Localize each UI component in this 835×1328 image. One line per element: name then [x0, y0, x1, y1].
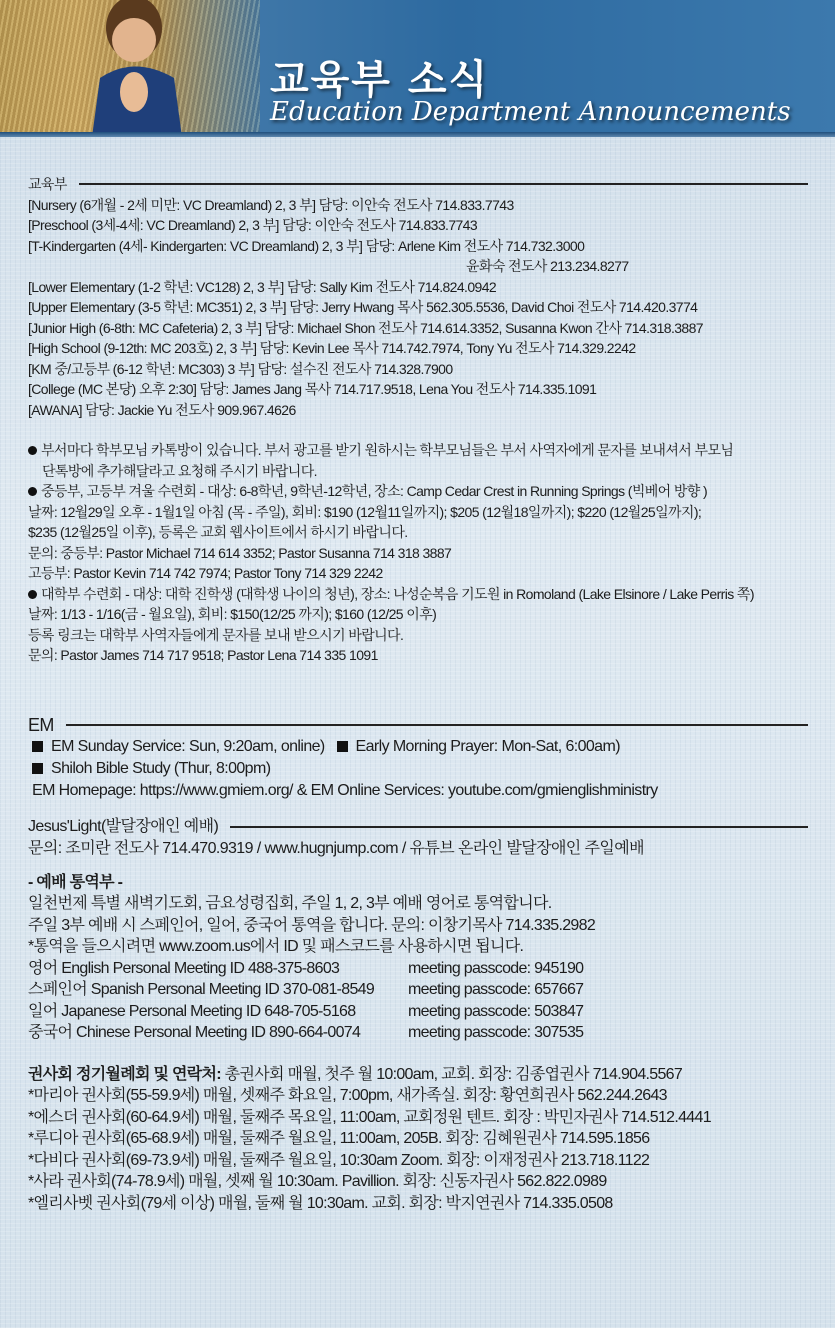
- translation-text: *통역을 들으시려면 www.zoom.us에서 ID 및 패스코드를 사용하시면 됩니다.: [28, 938, 524, 955]
- list-item: [Preschool (3세-4세: VC Dreamland) 2, 3 부] 담당: 이안숙 전도사 714.833.7743: [28, 217, 478, 233]
- notice-text: 날짜: 12월29일 오후 - 1월1일 아침 (목 - 주일), 회비: $190 (12월11일까지); $205 (12월18일까지); $220 (12월25일까지);: [28, 503, 702, 520]
- em-morning-prayer: Early Morning Prayer: Mon-Sat, 6:00am): [355, 737, 620, 755]
- notice-text: 등록 링크는 대학부 사역자들에게 문자를 보내 받으시기 바랍니다.: [28, 626, 404, 643]
- em-sunday-service: EM Sunday Service: Sun, 9:20am, online): [51, 737, 325, 755]
- notice-text: 부서마다 학부모님 카톡방이 있습니다. 부서 광고를 받기 원하시는 학부모님들은 부서 사역자에게 문자를 보내셔서 부모님: [41, 442, 734, 458]
- list-item: *루디아 권사회(65-68.9세) 매월, 둘째주 월요일, 11:00am, 205B. 회장: 김혜원권사 714.595.1856: [28, 1130, 650, 1147]
- list-item: [High School (9-12th: MC 203호) 2, 3 부] 담당: Kevin Lee 목사 714.742.7974, Tony Yu 전도사 714.329.2242: [28, 340, 636, 356]
- jesus-light-heading-row: [28, 816, 808, 838]
- list-item: *에스더 권사회(60-64.9세) 매월, 둘째주 목요일, 11:00am, 교회정원 텐트. 회장 : 박민자권사 714.512.4441: [28, 1108, 711, 1126]
- list-item: *다비다 권사회(69-73.9세) 매월, 둘째주 월요일, 10:30am Zoom. 회장: 이재정권사 213.718.1122: [28, 1151, 650, 1169]
- meeting-id: 스페인어 Spanish Personal Meeting ID 370-081-8549: [28, 981, 375, 998]
- list-item: [KM 중/고등부 (6-12 학년: MC303) 3 부] 담당: 설수진 전도사 714.328.7900: [28, 360, 453, 377]
- em-section: [28, 714, 808, 802]
- meeting-passcode: meeting passcode: 657667: [408, 981, 584, 998]
- list-item: [T-Kindergarten (4세- Kindergarten: VC Dreamland) 2, 3 부] 담당: Arlene Kim 전도사 714.732.3000: [28, 237, 585, 254]
- list-item: *사라 권사회(74-78.9세) 매월, 셋째 월 10:30am. Pavillion. 회장: 신동자권사 562.822.0989: [28, 1173, 607, 1190]
- notice-text: 단톡방에 추가해달라고 요청해 주시기 바랍니다.: [42, 462, 317, 479]
- meeting-id: 일어 Japanese Personal Meeting ID 648-705-5168: [28, 1002, 356, 1020]
- square-bullet-icon: [32, 741, 43, 752]
- meeting-passcode: meeting passcode: 503847: [408, 1002, 584, 1020]
- square-bullet-icon: [32, 763, 43, 774]
- square-bullet-icon: [337, 741, 348, 752]
- notice-text: 문의: 중등부: Pastor Michael 714 614 3352; Pastor Susanna 714 318 3887: [28, 544, 452, 561]
- bullet-icon: [28, 446, 37, 455]
- em-heading: EM: [28, 714, 54, 735]
- translation-text: 주일 3부 예배 시 스페인어, 일어, 중국어 통역을 합니다. 문의: 이창기목사 714.335.2982: [28, 916, 596, 934]
- meeting-row: [28, 958, 808, 980]
- list-item: [Nursery (6개월 - 2세 미만: VC Dreamland) 2, 3 부] 담당: 이안숙 전도사 714.833.7743: [28, 196, 514, 213]
- meeting-id: 중국어 Chinese Personal Meeting ID 890-664-0074: [28, 1024, 361, 1041]
- notice-text: 문의: Pastor James 714 717 9518; Pastor Lena 714 335 1091: [28, 647, 378, 663]
- bullet-icon: [28, 590, 37, 599]
- list-item: 윤화숙 전도사 213.234.8277: [466, 258, 629, 274]
- meeting-row: [28, 1022, 808, 1044]
- notice-text: 고등부: Pastor Kevin 714 742 7974; Pastor Tony 714 329 2242: [28, 565, 383, 581]
- heading-rule: [66, 724, 808, 726]
- list-item: [AWANA] 담당: Jackie Yu 전도사 909.967.4626: [28, 401, 296, 418]
- meeting-row: [28, 1001, 808, 1023]
- meeting-row: [28, 979, 808, 1001]
- notice-text: 중등부, 고등부 겨울 수련회 - 대상: 6-8학년, 9학년-12학년, 장소: Camp Cedar Crest in Running Springs (빅베어 방향 ): [41, 483, 708, 499]
- notice-text: 날짜: 1/13 - 1/16(금 - 월요일), 회비: $150(12/25 까지); $160 (12/25 이후): [28, 606, 437, 622]
- em-links: EM Homepage: https://www.gmiem.org/ & EM Online Services: youtube.com/gmienglishministry: [32, 781, 658, 799]
- education-heading: 교육부: [28, 176, 67, 192]
- notice-text: $235 (12월25일 이후), 등록은 교회 웹사이트에서 하시기 바랍니다.: [28, 524, 408, 540]
- elders-heading: 권사회 정기월례회 및 연락처:: [28, 1065, 221, 1083]
- em-section-heading: [28, 714, 808, 736]
- page-header: [0, 0, 835, 137]
- header-title-english: Education Department Announcements: [270, 97, 791, 127]
- meeting-passcode: meeting passcode: 307535: [408, 1024, 584, 1041]
- translation-heading: - 예배 통역부 -: [28, 873, 123, 891]
- heading-rule: [230, 826, 808, 828]
- education-notices: [28, 440, 808, 666]
- translation-section: [28, 872, 808, 1044]
- em-bible-study: Shiloh Bible Study (Thur, 8:00pm): [51, 759, 271, 777]
- translation-text: 일천번제 특별 새벽기도회, 금요성령집회, 주일 1, 2, 3부 예배 영어로 통역합니다.: [28, 895, 552, 912]
- meeting-id: 영어 English Personal Meeting ID 488-375-8603: [28, 959, 340, 977]
- elders-section: [28, 1064, 808, 1215]
- list-item: [College (MC 본당) 오후 2:30] 담당: James Jang 목사 714.717.9518, Lena You 전도사 714.335.1091: [28, 381, 597, 397]
- announcements-content: [28, 174, 808, 1214]
- list-item: [Upper Elementary (3-5 학년: MC351) 2, 3 부] 담당: Jerry Hwang 목사 562.305.5536, David Choi 전도사 714.420.3774: [28, 299, 698, 315]
- education-department-list: [28, 195, 808, 421]
- elders-main-meeting: 총권사회 매월, 첫주 월 10:00am, 교회. 회장: 김종엽권사 714.904.5567: [220, 1065, 683, 1083]
- jesus-light-heading: Jesus'Light(발달장애인 예배): [28, 817, 219, 835]
- jesus-light-contact: 문의: 조미란 전도사 714.470.9319 / www.hugnjump.com / 유튜브 온라인 발달장애인 주일예배: [28, 839, 644, 857]
- meeting-passcode: meeting passcode: 945190: [408, 959, 584, 977]
- jesus-light-section: [28, 816, 808, 860]
- notice-text: 대학부 수련회 - 대상: 대학 진학생 (대학생 나이의 청년), 장소: 나성순복음 기도원 in Romoland (Lake Elsinore / Lake Perris 쪽): [41, 585, 754, 602]
- list-item: [Lower Elementary (1-2 학년: VC128) 2, 3 부] 담당: Sally Kim 전도사 714.824.0942: [28, 278, 497, 295]
- heading-rule: [79, 183, 808, 185]
- list-item: *마리아 권사회(55-59.9세) 매월, 셋째주 화요일, 7:00pm, 새가족실. 회장: 황연희권사 562.244.2643: [28, 1087, 667, 1104]
- praying-child-image: [82, 0, 202, 137]
- header-photo: [0, 0, 260, 137]
- bullet-icon: [28, 487, 37, 496]
- list-item: *엘리사벳 권사회(79세 이상) 매월, 둘째 월 10:30am. 교회. 회장: 박지연권사 714.335.0508: [28, 1194, 613, 1212]
- header-divider: [0, 132, 835, 137]
- header-title-korean: 교육부 소식: [270, 57, 490, 103]
- list-item: [Junior High (6-8th: MC Cafeteria) 2, 3 부] 담당: Michael Shon 전도사 714.614.3352, Susanna Kwon 간사 714.318.3887: [28, 319, 703, 336]
- education-section-heading: [28, 174, 808, 195]
